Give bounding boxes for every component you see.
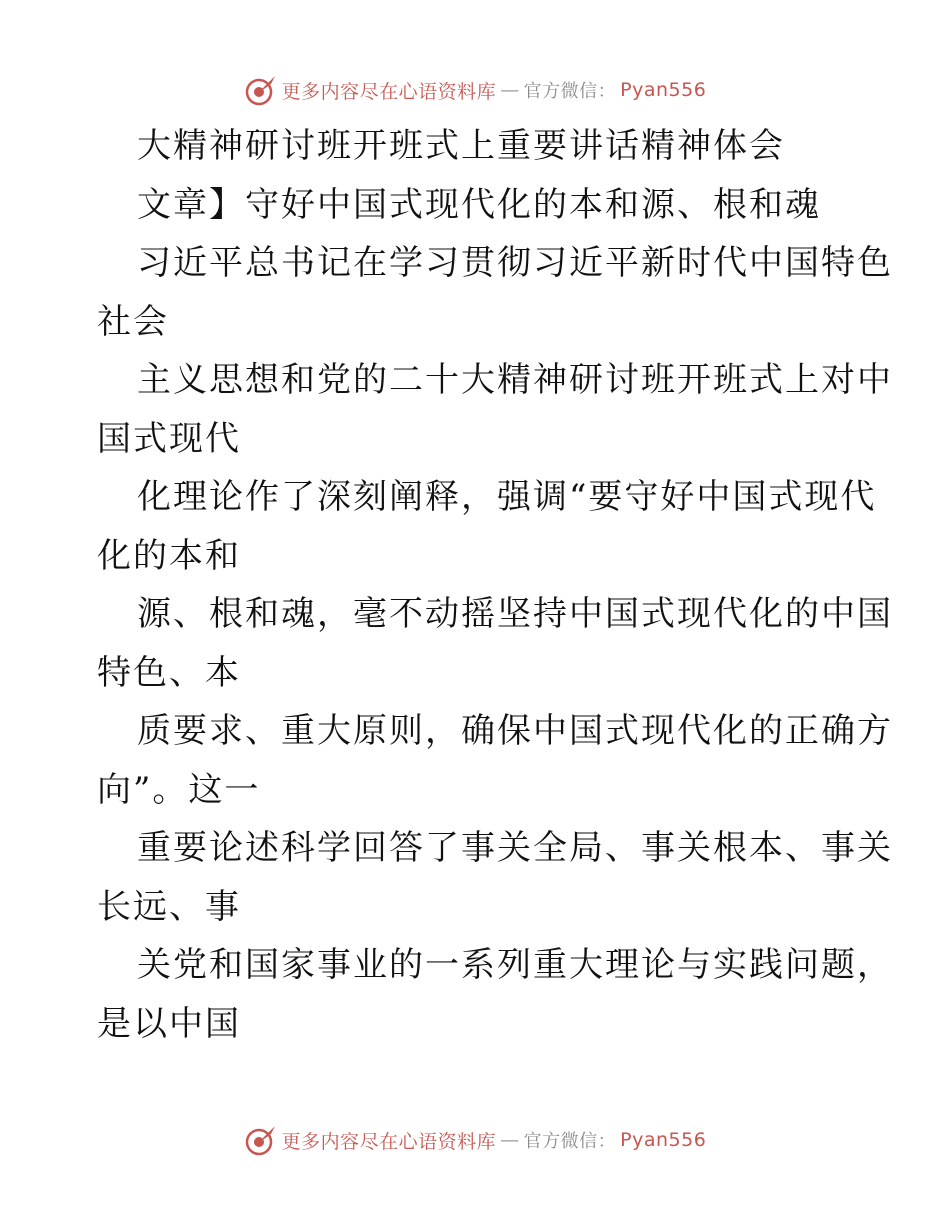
body-line: 社会 — [97, 301, 169, 342]
header-wechat-id: Pyan556 — [620, 79, 707, 101]
header-brand — [244, 73, 707, 107]
body-line: 向”。这一 — [97, 769, 261, 810]
footer-wechat-label: 官方微信： — [523, 1131, 617, 1152]
body-line: 长远、事 — [97, 886, 241, 927]
quill-logo-icon — [244, 73, 278, 107]
footer-separator: — — [500, 1129, 520, 1151]
footer-brand-text: 更多内容尽在心语资料库 — [281, 1130, 497, 1153]
body-line: 关党和国家事业的一系列重大理论与实践问题， — [137, 945, 893, 985]
body-line: 习近平总书记在学习贯彻习近平新时代中国特色 — [137, 243, 893, 283]
footer-wechat-id: Pyan556 — [620, 1129, 707, 1151]
footer-brand — [244, 1123, 707, 1157]
body-line: 化理论作了深刻阐释，强调“要守好中国式现代 — [137, 477, 877, 517]
quill-logo-icon — [244, 1123, 278, 1157]
header-separator: — — [500, 79, 520, 101]
body-line: 化的本和 — [97, 535, 241, 576]
body-line: 大精神研讨班开班式上重要讲话精神体会 — [137, 126, 785, 166]
body-line: 特色、本 — [97, 652, 241, 693]
body-line: 质要求、重大原则，确保中国式现代化的正确方 — [137, 711, 893, 751]
body-line: 源、根和魂，毫不动摇坚持中国式现代化的中国 — [137, 594, 893, 634]
document-body — [97, 117, 893, 1053]
body-line: 是以中国 — [97, 1003, 241, 1044]
body-line: 重要论述科学回答了事关全局、事关根本、事关 — [137, 828, 893, 868]
page-footer — [0, 1120, 950, 1160]
body-line: 主义思想和党的二十大精神研讨班开班式上对中 — [137, 360, 893, 400]
body-line: 国式现代 — [97, 418, 241, 459]
body-line: 文章】守好中国式现代化的本和源、根和魂 — [137, 184, 821, 225]
header-wechat-label: 官方微信： — [523, 81, 617, 102]
header-brand-text: 更多内容尽在心语资料库 — [281, 80, 497, 103]
page-header — [0, 70, 950, 110]
